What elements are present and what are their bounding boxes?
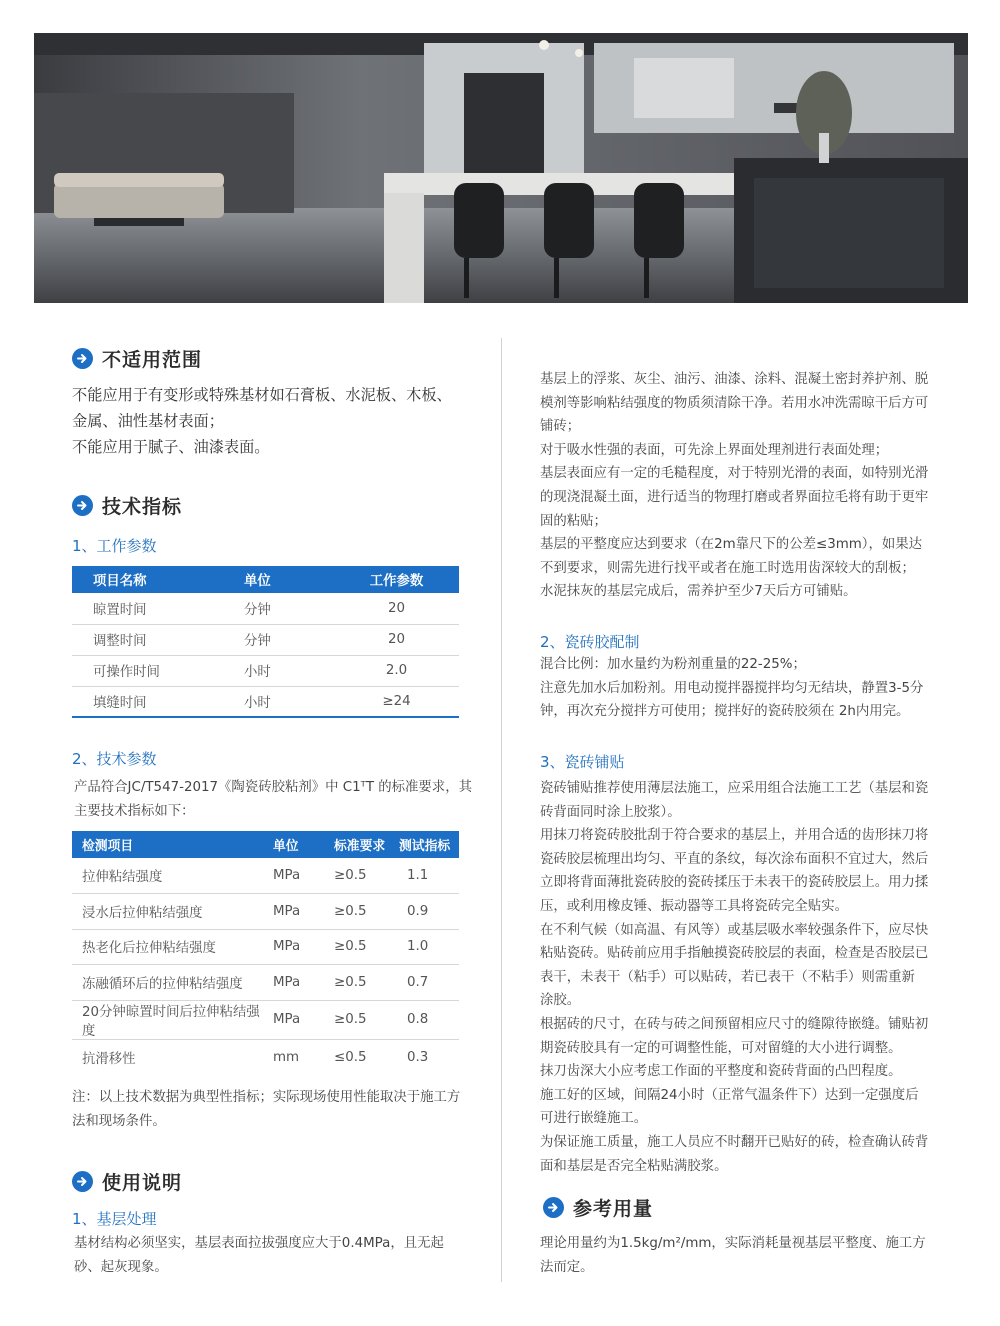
subtitle-base-treatment: 1、基层处理 <box>72 1210 157 1228</box>
text-line: 钟，再次充分搅拌方可使用；搅拌好的瓷砖胶须在 2h内用完。 <box>540 704 910 720</box>
table-cell: 填缝时间 <box>72 686 244 717</box>
text-line: 立即将背面薄批瓷砖胶的瓷砖揉压于未表干的瓷砖胶层上。用力揉 <box>540 875 929 891</box>
table-cell: 1.1 <box>393 858 459 894</box>
text-line: 不能应用于有变形或特殊基材如石膏板、水泥板、木板、 <box>72 386 452 404</box>
section-title-text: 不适用范围 <box>102 349 203 371</box>
section-title-scope <box>72 345 202 372</box>
subtitle-tech-params: 2、技术参数 <box>72 750 157 768</box>
section-title-text: 技术指标 <box>102 496 183 518</box>
table-row <box>72 1039 459 1075</box>
table-cell: ≥0.5 <box>326 929 393 965</box>
text-line: 瓷砖胶层梳理出均匀、平直的条纹，每次涂布面积不宜过大，然后 <box>540 851 929 867</box>
section-title-tech <box>72 492 182 519</box>
tiling-text <box>540 777 940 1178</box>
text-line: 混合比例：加水量约为粉剂重量的22-25%； <box>540 657 806 672</box>
dosage-text <box>540 1232 940 1279</box>
table-cell: 冻融循环后的拉伸粘结强度 <box>72 965 273 1001</box>
section-title-text: 使用说明 <box>102 1172 183 1194</box>
text-line: 抹刀齿深大小应考虑工作面的平整度和瓷砖背面的凸凹程度。 <box>540 1064 902 1080</box>
table-cell: 可操作时间 <box>72 655 244 686</box>
section-title-usage <box>72 1168 182 1195</box>
table-cell: 拉伸粘结强度 <box>72 858 273 894</box>
text-line: 产品符合JC/T547-2017《陶瓷砖胶粘剂》中 C1ᵀT 的标准要求，其 <box>74 780 472 795</box>
section-title-dosage <box>543 1194 653 1221</box>
table-row <box>72 686 459 717</box>
text-line: 主要技术指标如下： <box>74 803 195 819</box>
table-header: 工作参数 <box>334 566 459 593</box>
text-line: 不能应用于腻子、油漆表面。 <box>72 438 270 456</box>
text-line: 用抹刀将瓷砖胶批刮于符合要求的基层上，并用合适的齿形抹刀将 <box>540 828 929 844</box>
text-line: 粘贴瓷砖。贴砖前应用手指触摸瓷砖胶层的表面，检查是否胶层已 <box>540 946 929 962</box>
arrow-right-icon <box>72 495 93 516</box>
table-cell: 0.7 <box>393 965 459 1001</box>
table-cell: ≥0.5 <box>326 858 393 894</box>
table-row <box>72 965 459 1001</box>
table-row <box>72 894 459 930</box>
text-line: 在不利气候（如高温、有风等）或基层吸水率较强条件下，应尽快 <box>540 922 929 938</box>
table-cell: MPa <box>273 929 326 965</box>
table-cell: ≥0.5 <box>326 1000 393 1039</box>
text-line: 理论用量约为1.5kg/m²/mm，实际消耗量视基层平整度、施工方 <box>540 1236 926 1251</box>
table-header: 项目名称 <box>72 566 244 593</box>
text-line: 水泥抹灰的基层完成后，需养护至少7天后方可铺贴。 <box>540 584 857 600</box>
arrow-right-icon <box>72 1171 93 1192</box>
table-cell: 0.8 <box>393 1000 459 1039</box>
text-line: 注意先加水后加粉剂。用电动搅拌器搅拌均匀无结块，静置3-5分 <box>540 680 924 696</box>
table-cell: 20 <box>334 624 459 655</box>
tech-params-intro <box>74 776 474 823</box>
table-cell: ≤0.5 <box>334 1049 367 1065</box>
table-cell: 晾置时间 <box>72 593 244 624</box>
table-row <box>72 929 459 965</box>
mixing-text <box>540 653 940 724</box>
table-row <box>72 593 459 624</box>
text-line: 基层上的浮浆、灰尘、油污、油漆、涂料、混凝土密封养护剂、脱 <box>540 372 929 387</box>
table-cell: ≥24 <box>334 686 459 717</box>
table-header-row <box>72 831 459 858</box>
text-line: 法和现场条件。 <box>72 1113 166 1129</box>
text-line: 对于吸水性强的表面，可先涂上界面处理剂进行表面处理； <box>540 442 889 458</box>
base-treatment-continued <box>540 368 940 604</box>
text-line: 基层表面应有一定的毛糙程度，对于特别光滑的表面，如特别光滑 <box>540 466 929 482</box>
table-cell: 浸水后拉伸粘结强度 <box>72 894 273 930</box>
text-line: 固的粘贴； <box>540 513 607 529</box>
hero-interior-photo <box>34 33 968 303</box>
table-header: 单位 <box>273 831 326 858</box>
text-line: 铺砖； <box>540 419 581 435</box>
text-line: 面和基层是否完全粘贴满胶浆。 <box>540 1158 728 1174</box>
table-cell: 分钟 <box>244 593 334 624</box>
table-header-row <box>72 566 459 593</box>
subtitle-mixing: 2、瓷砖胶配制 <box>540 633 640 651</box>
table-cell: 2.0 <box>334 655 459 686</box>
table-cell: 20分钟晾置时间后拉伸粘结强度 <box>72 1000 273 1039</box>
text-line: 基层的平整度应达到要求（在2m靠尺下的公差≤3mm），如果达 <box>540 537 923 553</box>
tech-params-table <box>72 831 459 1075</box>
subtitle-tiling: 3、瓷砖铺贴 <box>540 753 625 771</box>
column-divider <box>501 338 502 1282</box>
text-line: 压，或利用橡皮锤、振动器等工具将瓷砖完全贴实。 <box>540 898 848 914</box>
table-cell: 20 <box>334 593 459 624</box>
table-cell: mm <box>273 1049 300 1065</box>
base-treatment-text <box>74 1232 474 1279</box>
table-cell: 小时 <box>244 655 334 686</box>
table-cell: MPa <box>273 858 326 894</box>
text-line: 基材结构必须坚实，基层表面拉拔强度应大于0.4MPa，且无起 <box>74 1236 444 1251</box>
text-line: 可进行嵌缝施工。 <box>540 1111 648 1127</box>
table-row <box>72 858 459 894</box>
section-title-text: 参考用量 <box>573 1198 654 1220</box>
text-line: 注：以上技术数据为典型性指标；实际现场使用性能取决于施工方 <box>72 1090 461 1105</box>
work-params-table <box>72 566 459 718</box>
text-line: 砂、起灰现象。 <box>74 1259 168 1275</box>
text-line: 根据砖的尺寸，在砖与砖之间预留相应尺寸的缝隙待嵌缝。铺贴初 <box>540 1016 929 1032</box>
text-line: 瓷砖铺贴推荐使用薄层法施工，应采用组合法施工工艺（基层和瓷 <box>540 781 929 796</box>
text-line: 法而定。 <box>540 1259 594 1275</box>
interior-illustration <box>34 33 968 303</box>
table-header: 标准要求 <box>326 831 393 858</box>
text-line: 期瓷砖胶具有一定的可调整性能，可对留缝的大小进行调整。 <box>540 1040 902 1056</box>
table-header: 检测项目 <box>72 831 273 858</box>
table-row <box>72 655 459 686</box>
table-cell: 0.3 <box>407 1049 429 1065</box>
table-header: 测试指标 <box>393 831 459 858</box>
table-cell: 小时 <box>244 686 334 717</box>
table-cell: ≥0.5 <box>326 965 393 1001</box>
table-cell: MPa <box>273 965 326 1001</box>
table-cell: 0.9 <box>393 894 459 930</box>
table-cell: ≥0.5 <box>326 894 393 930</box>
text-line: 不到要求，则需先进行找平或者在施工时选用齿深较大的刮板； <box>540 560 915 576</box>
table-cell: 分钟 <box>244 624 334 655</box>
table-row <box>72 624 459 655</box>
table-cell: 热老化后拉伸粘结强度 <box>72 929 273 965</box>
table-cell: 调整时间 <box>72 624 244 655</box>
text-line: 模剂等影响粘结强度的物质须清除干净。若用水冲洗需晾干后方可 <box>540 395 929 411</box>
table-cell: MPa <box>273 894 326 930</box>
text-line: 表干，未表干（粘手）可以贴砖，若已表干（不粘手）则需重新 <box>540 969 915 985</box>
tech-params-note <box>72 1086 472 1133</box>
text-line: 涂胶。 <box>540 993 581 1009</box>
arrow-right-icon <box>72 348 93 369</box>
scope-text <box>72 382 492 460</box>
text-line: 金属、油性基材表面； <box>72 412 224 430</box>
table-row <box>72 1000 459 1039</box>
text-line: 的现浇混凝土面，进行适当的物理打磨或者界面拉毛将有助于更牢 <box>540 489 929 505</box>
text-line: 施工好的区域，间隔24小时（正常气温条件下）达到一定强度后 <box>540 1087 919 1103</box>
text-line: 砖背面同时涂上胶浆）。 <box>540 804 681 820</box>
text-line: 为保证施工质量，施工人员应不时翻开已贴好的砖，检查确认砖背 <box>540 1134 929 1150</box>
table-cell: 1.0 <box>393 929 459 965</box>
subtitle-work-params: 1、工作参数 <box>72 537 157 555</box>
table-header: 单位 <box>244 566 334 593</box>
table-cell: MPa <box>273 1000 326 1039</box>
table-cell: 抗滑移性 <box>82 1051 136 1067</box>
arrow-right-icon <box>543 1197 564 1218</box>
